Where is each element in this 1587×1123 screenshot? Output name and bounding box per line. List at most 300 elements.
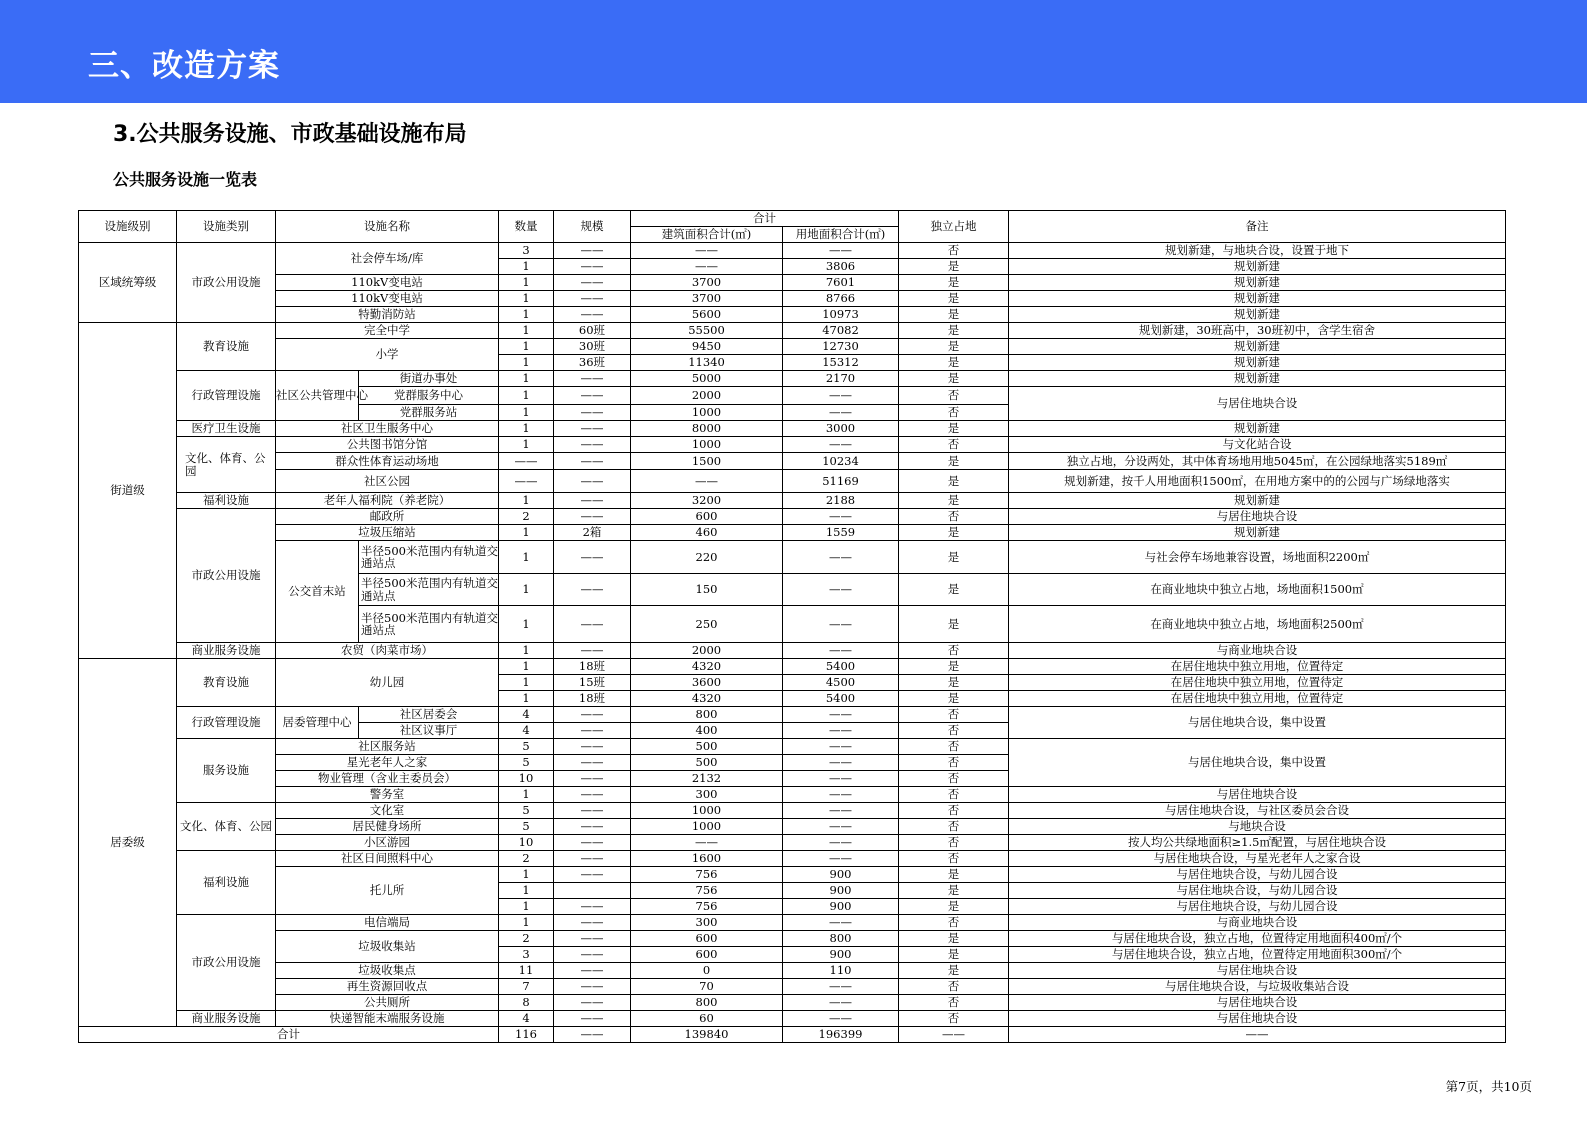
table-row xyxy=(79,371,1506,387)
table-cell: 合计 xyxy=(79,1027,499,1043)
table-cell: 3 xyxy=(499,243,554,259)
table-cell: —— xyxy=(554,755,631,771)
table-cell: —— xyxy=(783,819,899,835)
table-cell: 11340 xyxy=(631,355,783,371)
table-cell: 900 xyxy=(783,867,899,883)
table-cell: 与居住地块合设 xyxy=(1009,387,1506,421)
table-cell: 与文化站合设 xyxy=(1009,437,1506,453)
table-cell: 1 xyxy=(499,291,554,307)
table-cell: 规划新建，与地块合设，设置于地下 xyxy=(1009,243,1506,259)
header-cell: 独立占地 xyxy=(899,211,1009,243)
table-cell: 医疗卫生设施 xyxy=(177,421,276,437)
table-cell: 是 xyxy=(899,371,1009,387)
table-cell: 900 xyxy=(783,883,899,899)
table-cell: 3000 xyxy=(783,421,899,437)
table-cell: —— xyxy=(554,867,631,883)
table-cell: 1 xyxy=(499,421,554,437)
table-cell: 60 xyxy=(631,1011,783,1027)
table-row xyxy=(79,421,1506,437)
table-cell: 与居住地块合设，集中设置 xyxy=(1009,707,1506,739)
table-cell: 半径500米范围内有轨道交通站点 xyxy=(359,541,499,574)
table-cell: 商业服务设施 xyxy=(177,643,276,659)
table-row xyxy=(79,323,1506,339)
table-cell: 是 xyxy=(899,259,1009,275)
table-cell: 市政公用设施 xyxy=(177,915,276,1011)
table-cell: 警务室 xyxy=(276,787,499,803)
page-number: 第7页，共10页 xyxy=(1445,1079,1532,1094)
table-cell: —— xyxy=(554,541,631,574)
table-cell: 与商业地块合设 xyxy=(1009,643,1506,659)
table-cell: 文化、体育、公园 xyxy=(177,437,276,493)
table-cell: 36班 xyxy=(554,355,631,371)
table-cell: 是 xyxy=(899,947,1009,963)
table-cell: 是 xyxy=(899,355,1009,371)
table-row xyxy=(79,995,1506,1011)
header-cell: 数量 xyxy=(499,211,554,243)
table-cell: 物业管理（含业主委员会） xyxy=(276,771,499,787)
table-cell: 托儿所 xyxy=(276,867,499,915)
table-cell: 否 xyxy=(899,509,1009,525)
table-cell: 110kV变电站 xyxy=(276,291,499,307)
table-cell: 1 xyxy=(499,355,554,371)
header-banner xyxy=(0,0,1587,103)
table-cell: —— xyxy=(554,899,631,915)
table-cell: 800 xyxy=(631,707,783,723)
table-cell: 行政管理设施 xyxy=(177,371,276,421)
table-cell: 是 xyxy=(899,659,1009,675)
table-cell: 按人均公共绿地面积≥1.5㎡配置，与居住地块合设 xyxy=(1009,835,1506,851)
table-row xyxy=(79,291,1506,307)
table-cell: 规划新建 xyxy=(1009,275,1506,291)
table-cell: 与地块合设 xyxy=(1009,819,1506,835)
table-cell: 2000 xyxy=(631,643,783,659)
table-row xyxy=(79,243,1506,259)
table-cell: 2箱 xyxy=(554,525,631,541)
table-cell: 7 xyxy=(499,979,554,995)
table-cell xyxy=(554,883,631,899)
table-cell: 5 xyxy=(499,803,554,819)
header-cell: 备注 xyxy=(1009,211,1506,243)
table-cell: —— xyxy=(631,470,783,493)
table-cell: —— xyxy=(554,493,631,509)
table-cell: 在居住地块中独立用地，位置待定 xyxy=(1009,659,1506,675)
table-cell: 110kV变电站 xyxy=(276,275,499,291)
table-cell: 社区公园 xyxy=(276,470,499,493)
table-cell: 垃圾压缩站 xyxy=(276,525,499,541)
table-cell: 否 xyxy=(899,787,1009,803)
table-cell: 在居住地块中独立用地，位置待定 xyxy=(1009,691,1506,707)
table-cell: 与居住地块合设，与幼儿园合设 xyxy=(1009,867,1506,883)
table-cell: 5 xyxy=(499,755,554,771)
table-cell: 否 xyxy=(899,437,1009,453)
table-cell: 2170 xyxy=(783,371,899,387)
table-cell: —— xyxy=(783,387,899,405)
table-cell: 居委管理中心 xyxy=(276,707,359,739)
table-cell: 与居住地块合设 xyxy=(1009,509,1506,525)
table-cell: 5 xyxy=(499,739,554,755)
table-cell: 900 xyxy=(783,947,899,963)
table-cell: 是 xyxy=(899,323,1009,339)
table-cell: —— xyxy=(783,243,899,259)
table-cell: —— xyxy=(783,1011,899,1027)
table-cell: 1 xyxy=(499,493,554,509)
table-cell: —— xyxy=(554,405,631,421)
table-cell: 与居住地块合设，与垃圾收集站合设 xyxy=(1009,979,1506,995)
table-cell: 0 xyxy=(631,963,783,979)
table-cell: 否 xyxy=(899,1011,1009,1027)
table-cell: 与居住地块合设 xyxy=(1009,787,1506,803)
table-cell: —— xyxy=(783,739,899,755)
table-cell: 是 xyxy=(899,421,1009,437)
table-cell: —— xyxy=(783,851,899,867)
table-cell: —— xyxy=(554,819,631,835)
table-cell: —— xyxy=(783,643,899,659)
table-cell: 400 xyxy=(631,723,783,739)
table-cell: —— xyxy=(554,723,631,739)
table-cell: 是 xyxy=(899,453,1009,470)
table-cell: 4 xyxy=(499,707,554,723)
table-cell: —— xyxy=(783,541,899,574)
table-row xyxy=(79,275,1506,291)
table-cell: 196399 xyxy=(783,1027,899,1043)
table-cell: 与居住地块合设 xyxy=(1009,963,1506,979)
table-cell: 规划新建 xyxy=(1009,493,1506,509)
table-cell: 公交首末站 xyxy=(276,541,359,643)
table-cell: 2 xyxy=(499,851,554,867)
table-row xyxy=(79,659,1506,675)
table-cell: 教育设施 xyxy=(177,659,276,707)
table-cell: 规划新建 xyxy=(1009,307,1506,323)
table-cell: 与居住地块合设 xyxy=(1009,1011,1506,1027)
table-cell: 600 xyxy=(631,509,783,525)
table-cell: 社区日间照料中心 xyxy=(276,851,499,867)
table-cell: 否 xyxy=(899,723,1009,739)
table-cell: 在商业地块中独立占地，场地面积1500㎡ xyxy=(1009,574,1506,606)
table-cell: 2132 xyxy=(631,771,783,787)
table-cell: —— xyxy=(554,243,631,259)
table-cell: —— xyxy=(554,851,631,867)
table-cell: 1 xyxy=(499,405,554,421)
table-cell: 756 xyxy=(631,867,783,883)
table-cell: 1 xyxy=(499,275,554,291)
table-cell: —— xyxy=(554,387,631,405)
table-cell: 是 xyxy=(899,883,1009,899)
table-cell: 是 xyxy=(899,899,1009,915)
table-cell: —— xyxy=(554,606,631,643)
table-cell: 街道级 xyxy=(79,323,177,659)
table-cell: 18班 xyxy=(554,691,631,707)
table-cell: 10973 xyxy=(783,307,899,323)
table-cell: 否 xyxy=(899,851,1009,867)
table-cell: 1 xyxy=(499,525,554,541)
table-cell: —— xyxy=(783,915,899,931)
table-cell: 15班 xyxy=(554,675,631,691)
table-cell: 是 xyxy=(899,675,1009,691)
table-cell: 独立占地，分设两处，其中体育场地用地5045㎡，在公园绿地落实5189㎡ xyxy=(1009,453,1506,470)
table-cell: —— xyxy=(554,835,631,851)
table-cell: —— xyxy=(783,707,899,723)
table-cell: —— xyxy=(783,405,899,421)
table-cell: 与居住地块合设 xyxy=(1009,995,1506,1011)
table-cell: 1 xyxy=(499,323,554,339)
table-cell: 与居住地块合设，独立占地，位置待定用地面积300㎡/个 xyxy=(1009,947,1506,963)
table-cell: 居委级 xyxy=(79,659,177,1027)
table-cell: 否 xyxy=(899,771,1009,787)
table-cell: —— xyxy=(631,835,783,851)
table-cell: 否 xyxy=(899,979,1009,995)
table-cell: 是 xyxy=(899,525,1009,541)
header-cell: 设施名称 xyxy=(276,211,499,243)
table-row xyxy=(79,541,1506,574)
table-cell: 星光老年人之家 xyxy=(276,755,499,771)
table-cell: 5400 xyxy=(783,659,899,675)
table-cell: 规划新建 xyxy=(1009,525,1506,541)
table-cell: 1000 xyxy=(631,437,783,453)
table-row xyxy=(79,437,1506,453)
table-cell: 1 xyxy=(499,787,554,803)
table-cell: 116 xyxy=(499,1027,554,1043)
table-cell: 5 xyxy=(499,819,554,835)
table-cell: —— xyxy=(554,739,631,755)
table-cell: —— xyxy=(783,803,899,819)
table-row xyxy=(79,453,1506,470)
table-cell: 110 xyxy=(783,963,899,979)
table-cell: 与居住地块合设，与社区委员会合设 xyxy=(1009,803,1506,819)
table-cell: 社区卫生服务中心 xyxy=(276,421,499,437)
table-cell: 3700 xyxy=(631,291,783,307)
table-cell: 与居住地块合设，集中设置 xyxy=(1009,739,1506,787)
table-cell: 756 xyxy=(631,899,783,915)
table-cell: 3700 xyxy=(631,275,783,291)
table-cell: —— xyxy=(783,509,899,525)
table-cell: —— xyxy=(783,979,899,995)
table-cell: 1 xyxy=(499,659,554,675)
table-cell: —— xyxy=(783,771,899,787)
header-cell: 设施类别 xyxy=(177,211,276,243)
table-cell: 1000 xyxy=(631,803,783,819)
table-row xyxy=(79,1011,1506,1027)
table-cell: 70 xyxy=(631,979,783,995)
table-cell: —— xyxy=(783,995,899,1011)
table-cell: 特勤消防站 xyxy=(276,307,499,323)
table-cell: 党群服务站 xyxy=(359,405,499,421)
table-cell: 51169 xyxy=(783,470,899,493)
table-cell: —— xyxy=(554,947,631,963)
table-row xyxy=(79,739,1506,755)
table-cell: 1 xyxy=(499,339,554,355)
table-cell: 市政公用设施 xyxy=(177,509,276,643)
header-cell: 建筑面积合计(㎡) xyxy=(631,227,783,243)
table-cell: 邮政所 xyxy=(276,509,499,525)
table-cell: 是 xyxy=(899,931,1009,947)
table-cell: 756 xyxy=(631,883,783,899)
table-title: 公共服务设施一览表 xyxy=(113,170,258,189)
table-cell: 600 xyxy=(631,931,783,947)
total-row xyxy=(79,1027,1506,1043)
table-row xyxy=(79,707,1506,723)
table-cell: 否 xyxy=(899,739,1009,755)
table-cell: 街道办事处 xyxy=(359,371,499,387)
table-cell: 规划新建 xyxy=(1009,371,1506,387)
table-cell: 教育设施 xyxy=(177,323,276,371)
table-cell: 4500 xyxy=(783,675,899,691)
table-cell: 区域统筹级 xyxy=(79,243,177,323)
table-cell: —— xyxy=(783,723,899,739)
table-cell: 否 xyxy=(899,643,1009,659)
header-cell: 规模 xyxy=(554,211,631,243)
table-cell: 1 xyxy=(499,643,554,659)
table-cell: —— xyxy=(554,421,631,437)
table-cell: 行政管理设施 xyxy=(177,707,276,739)
table-cell: 社区公共管理中心 xyxy=(276,371,359,421)
table-cell: 1 xyxy=(499,307,554,323)
table-cell: 是 xyxy=(899,541,1009,574)
table-cell: 快递智能末端服务设施 xyxy=(276,1011,499,1027)
table-cell: 与商业地块合设 xyxy=(1009,915,1506,931)
table-cell: 服务设施 xyxy=(177,739,276,803)
table-cell: —— xyxy=(783,437,899,453)
table-cell: —— xyxy=(631,259,783,275)
table-cell: 1 xyxy=(499,259,554,275)
table-cell: 1000 xyxy=(631,819,783,835)
table-cell: —— xyxy=(783,787,899,803)
table-cell: 市政公用设施 xyxy=(177,243,276,323)
table-row xyxy=(79,803,1506,819)
table-cell: 否 xyxy=(899,243,1009,259)
table-cell: 否 xyxy=(899,995,1009,1011)
table-row xyxy=(79,867,1506,883)
table-cell: 7601 xyxy=(783,275,899,291)
table-cell: 是 xyxy=(899,339,1009,355)
table-cell: 600 xyxy=(631,947,783,963)
table-cell: 12730 xyxy=(783,339,899,355)
table-cell: 是 xyxy=(899,291,1009,307)
table-cell: 社区居委会 xyxy=(359,707,499,723)
table-row xyxy=(79,915,1506,931)
table-cell: 3 xyxy=(499,947,554,963)
table-cell: 1 xyxy=(499,387,554,405)
table-row xyxy=(79,979,1506,995)
table-cell: —— xyxy=(554,979,631,995)
table-cell: 15312 xyxy=(783,355,899,371)
table-cell: 规划新建，30班高中，30班初中，含学生宿舍 xyxy=(1009,323,1506,339)
table-cell: 与居住地块合设，与幼儿园合设 xyxy=(1009,899,1506,915)
table-cell: —— xyxy=(554,509,631,525)
table-cell: 800 xyxy=(783,931,899,947)
table-cell: 900 xyxy=(783,899,899,915)
table-row xyxy=(79,931,1506,947)
table-cell: 规划新建 xyxy=(1009,339,1506,355)
table-cell: —— xyxy=(783,606,899,643)
table-row xyxy=(79,963,1506,979)
table-cell: 1 xyxy=(499,541,554,574)
table-cell: 规划新建 xyxy=(1009,355,1506,371)
table-cell: 9450 xyxy=(631,339,783,355)
header-cell: 合计 xyxy=(631,211,899,227)
table-cell: 2 xyxy=(499,931,554,947)
table-cell: 1559 xyxy=(783,525,899,541)
table-cell: 5600 xyxy=(631,307,783,323)
table-cell: 是 xyxy=(899,307,1009,323)
table-cell: —— xyxy=(783,755,899,771)
table-cell: 垃圾收集点 xyxy=(276,963,499,979)
table-cell: 3806 xyxy=(783,259,899,275)
table-cell: 18班 xyxy=(554,659,631,675)
table-cell: 2 xyxy=(499,509,554,525)
table-cell: 否 xyxy=(899,707,1009,723)
table-cell: 是 xyxy=(899,275,1009,291)
table-cell: 139840 xyxy=(631,1027,783,1043)
table-cell: 与居住地块合设，与星光老年人之家合设 xyxy=(1009,851,1506,867)
table-cell: 与社会停车场地兼容设置，场地面积2200㎡ xyxy=(1009,541,1506,574)
table-cell: 4320 xyxy=(631,691,783,707)
table-row xyxy=(79,470,1506,493)
table-cell: 电信端局 xyxy=(276,915,499,931)
table-cell: —— xyxy=(631,243,783,259)
table-cell: 460 xyxy=(631,525,783,541)
table-cell: 小区游园 xyxy=(276,835,499,851)
table-cell: 社会停车场/库 xyxy=(276,243,499,275)
table-cell: 居民健身场所 xyxy=(276,819,499,835)
table-cell: —— xyxy=(554,574,631,606)
table-cell: 是 xyxy=(899,606,1009,643)
facility-table xyxy=(78,210,1506,1043)
table-cell: 商业服务设施 xyxy=(177,1011,276,1027)
table-cell: 5000 xyxy=(631,371,783,387)
table-cell: 否 xyxy=(899,755,1009,771)
table-cell: —— xyxy=(554,771,631,787)
table-cell: 1500 xyxy=(631,453,783,470)
table-row xyxy=(79,787,1506,803)
table-cell: 规划新建 xyxy=(1009,291,1506,307)
table-cell: 是 xyxy=(899,691,1009,707)
table-row xyxy=(79,819,1506,835)
table-cell: —— xyxy=(554,291,631,307)
table-cell: —— xyxy=(899,1027,1009,1043)
table-cell: 规划新建，按千人用地面积1500㎡，在用地方案中的的公园与广场绿地落实 xyxy=(1009,470,1506,493)
table-row xyxy=(79,835,1506,851)
table-cell: 8 xyxy=(499,995,554,1011)
table-cell: —— xyxy=(554,307,631,323)
table-cell: 4320 xyxy=(631,659,783,675)
table-cell: 8000 xyxy=(631,421,783,437)
table-header-row xyxy=(79,211,1506,227)
table-cell: 1 xyxy=(499,899,554,915)
table-cell: 150 xyxy=(631,574,783,606)
table-cell: 社区服务站 xyxy=(276,739,499,755)
table-row xyxy=(79,643,1506,659)
table-cell: 否 xyxy=(899,803,1009,819)
table-cell: 1600 xyxy=(631,851,783,867)
table-cell: 8766 xyxy=(783,291,899,307)
table-cell: 是 xyxy=(899,963,1009,979)
table-cell: 再生资源回收点 xyxy=(276,979,499,995)
table-cell: 55500 xyxy=(631,323,783,339)
table-cell: 与居住地块合设，与幼儿园合设 xyxy=(1009,883,1506,899)
table-cell: —— xyxy=(554,931,631,947)
table-cell: 1 xyxy=(499,371,554,387)
table-cell: 公共厕所 xyxy=(276,995,499,1011)
table-cell: 1000 xyxy=(631,405,783,421)
table-cell: —— xyxy=(554,1027,631,1043)
table-cell: 250 xyxy=(631,606,783,643)
table-cell: —— xyxy=(554,803,631,819)
table-cell: 4 xyxy=(499,1011,554,1027)
table-cell: 220 xyxy=(631,541,783,574)
table-cell: —— xyxy=(554,643,631,659)
table-cell: 是 xyxy=(899,867,1009,883)
table-cell: 否 xyxy=(899,915,1009,931)
